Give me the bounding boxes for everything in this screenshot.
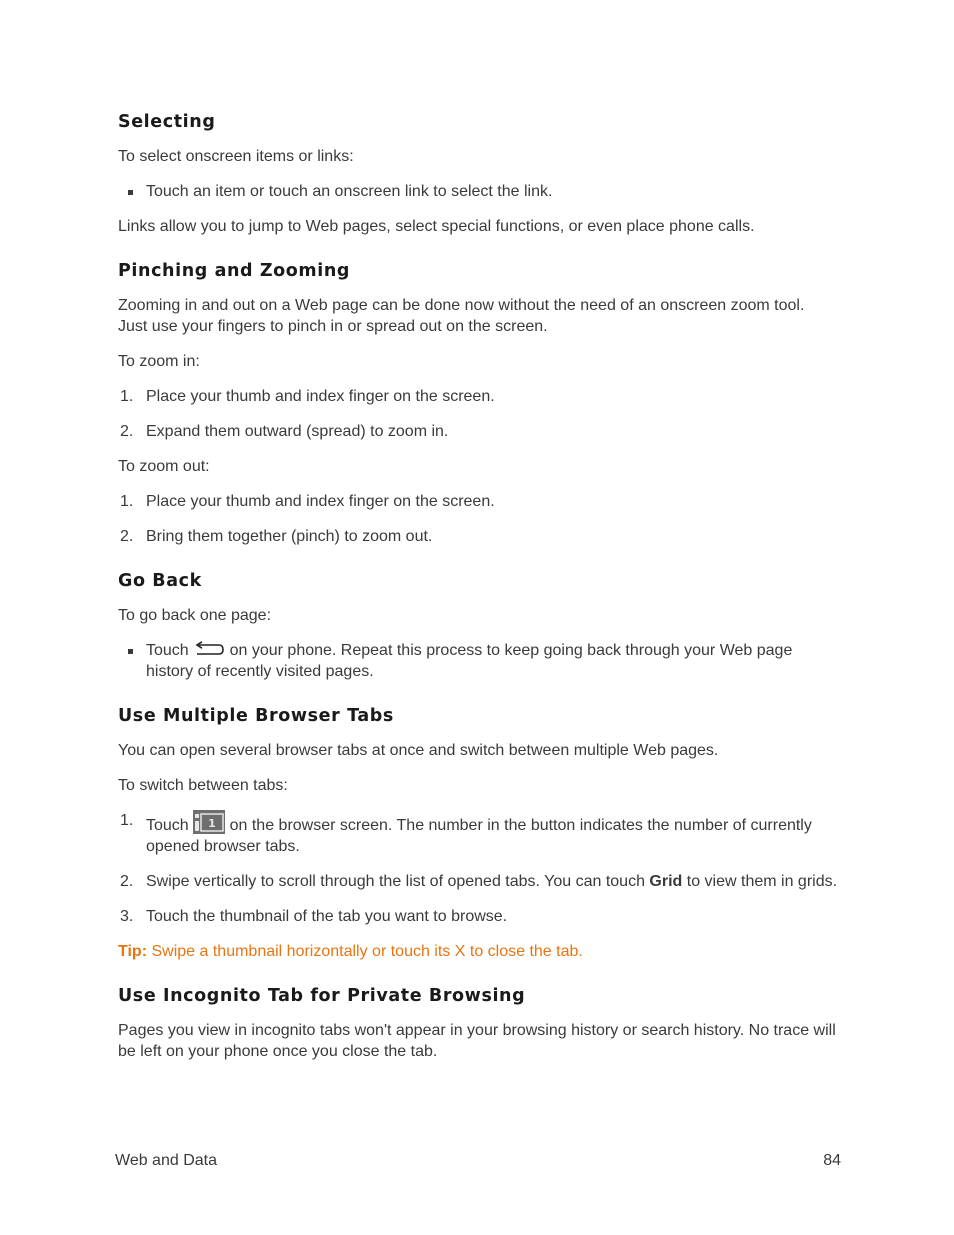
tabs-para: You can open several browser tabs at once and switch between multiple Web pages.: [118, 742, 719, 759]
heading-incognito: Use Incognito Tab for Private Browsing: [118, 986, 526, 1006]
zoom-in-steps: [118, 386, 838, 442]
zoom-out-label: To zoom out:: [118, 458, 210, 475]
selecting-intro: To select onscreen items or links:: [118, 148, 354, 165]
section-incognito: [118, 982, 838, 1062]
pinching-para: Zooming in and out on a Web page can be done now without the need of an onscreen zoom tool. Just use your fingers to pinch in or spread out on the screen.: [118, 297, 805, 335]
section-pinching: [118, 257, 838, 547]
svg-text:1: 1: [208, 817, 216, 830]
list-item: 1. Touch 1 on the browser screen. The number in the button indicates the number of currently opened browser tabs.: [120, 812, 812, 855]
incognito-para: Pages you view in incognito tabs won't appear in your browsing history or search history. No trace will be left on your phone once you close the tab.: [118, 1022, 836, 1060]
footer-page-number: 84: [823, 1152, 841, 1169]
go-back-intro: To go back one page:: [118, 607, 272, 624]
section-selecting: [118, 108, 838, 237]
tabs-steps: [118, 810, 838, 927]
list-item: 1. Place your thumb and index finger on the screen.: [120, 388, 495, 405]
list-item: 2. Bring them together (pinch) to zoom out.: [120, 528, 433, 545]
tabs-intro: To switch between tabs:: [118, 777, 288, 794]
footer-chapter: Web and Data: [115, 1152, 217, 1169]
tip-note: Tip: Swipe a thumbnail horizontally or touch its X to close the tab.: [118, 943, 583, 960]
list-item: 2. Expand them outward (spread) to zoom in.: [120, 423, 449, 440]
section-browser-tabs: [118, 702, 838, 962]
selecting-bullets: [118, 181, 838, 202]
go-back-bullets: [118, 640, 838, 682]
heading-browser-tabs: Use Multiple Browser Tabs: [118, 706, 394, 726]
selecting-para: Links allow you to jump to Web pages, select special functions, or even place phone calls.: [118, 218, 755, 235]
zoom-out-steps: [118, 491, 838, 547]
list-item: 1. Place your thumb and index finger on the screen.: [120, 493, 495, 510]
heading-pinching: Pinching and Zooming: [118, 261, 351, 281]
list-item: Touch on your phone. Repeat this process to keep going back through your Web page history of recently visited pages.: [118, 640, 838, 682]
list-item: 3. Touch the thumbnail of the tab you want to browse.: [120, 908, 508, 925]
grid-label: Grid: [649, 873, 683, 890]
heading-go-back: Go Back: [118, 571, 202, 591]
list-item: 2. Swipe vertically to scroll through the list of opened tabs. You can touch Grid to view them in grids.: [120, 873, 838, 890]
heading-selecting: Selecting: [118, 112, 216, 132]
back-icon: [193, 641, 225, 657]
section-go-back: [118, 567, 838, 682]
zoom-in-label: To zoom in:: [118, 353, 200, 370]
page-content: [118, 108, 838, 1076]
list-item: Touch an item or touch an onscreen link to select the link.: [118, 181, 838, 202]
browser-tabs-icon: [193, 810, 225, 834]
